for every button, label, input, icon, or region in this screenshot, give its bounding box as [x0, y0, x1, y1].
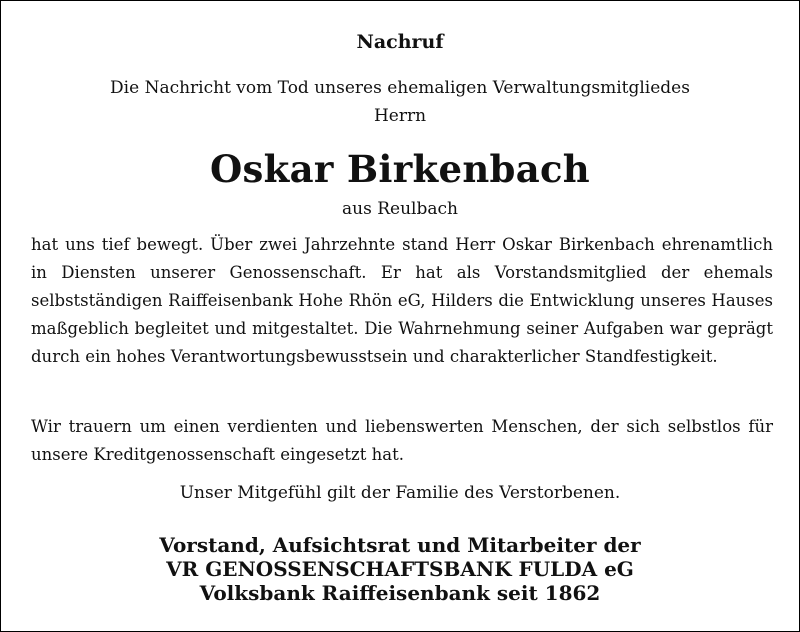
notice-title: Nachruf: [356, 31, 444, 53]
mourning-paragraph: Wir trauern um einen verdienten und liebenswerten Menschen, der sich selbstlos für unsere Kreditgenossenschaft eingesetzt hat.: [31, 417, 773, 464]
deceased-origin: aus Reulbach: [342, 199, 458, 219]
sympathy-line: Unser Mitgefühl gilt der Familie des Verstorbenen.: [179, 483, 621, 503]
tribute-paragraph: hat uns tief bewegt. Über zwei Jahrzehnte stand Herr Oskar Birkenbach ehrenamtlich in Diensten unserer Genossenschaft. Er hat als Vorstandsmitglied der ehemals selbstständigen Raiffeisenbank Hohe Rhön eG, Hilders die Entwicklung unseres Hauses maßgeblich begleitet und mitgestaltet. Die Wahrnehmung seiner Aufgaben war geprägt durch ein hohes Verantwortungsbewusstsein und charakterlicher Standfestigkeit.: [31, 235, 773, 366]
signature-line-bank: VR GENOSSENSCHAFTSBANK FULDA eG: [166, 557, 634, 581]
intro-line: Die Nachricht vom Tod unseres ehemaligen Verwaltungsmitgliedes: [110, 78, 690, 98]
salutation: Herrn: [373, 106, 427, 126]
signature-line-bank-subtitle: Volksbank Raiffeisenbank seit 1862: [199, 581, 601, 605]
deceased-name: Oskar Birkenbach: [209, 147, 591, 191]
signature-line-board: Vorstand, Aufsichtsrat und Mitarbeiter der: [159, 533, 641, 557]
